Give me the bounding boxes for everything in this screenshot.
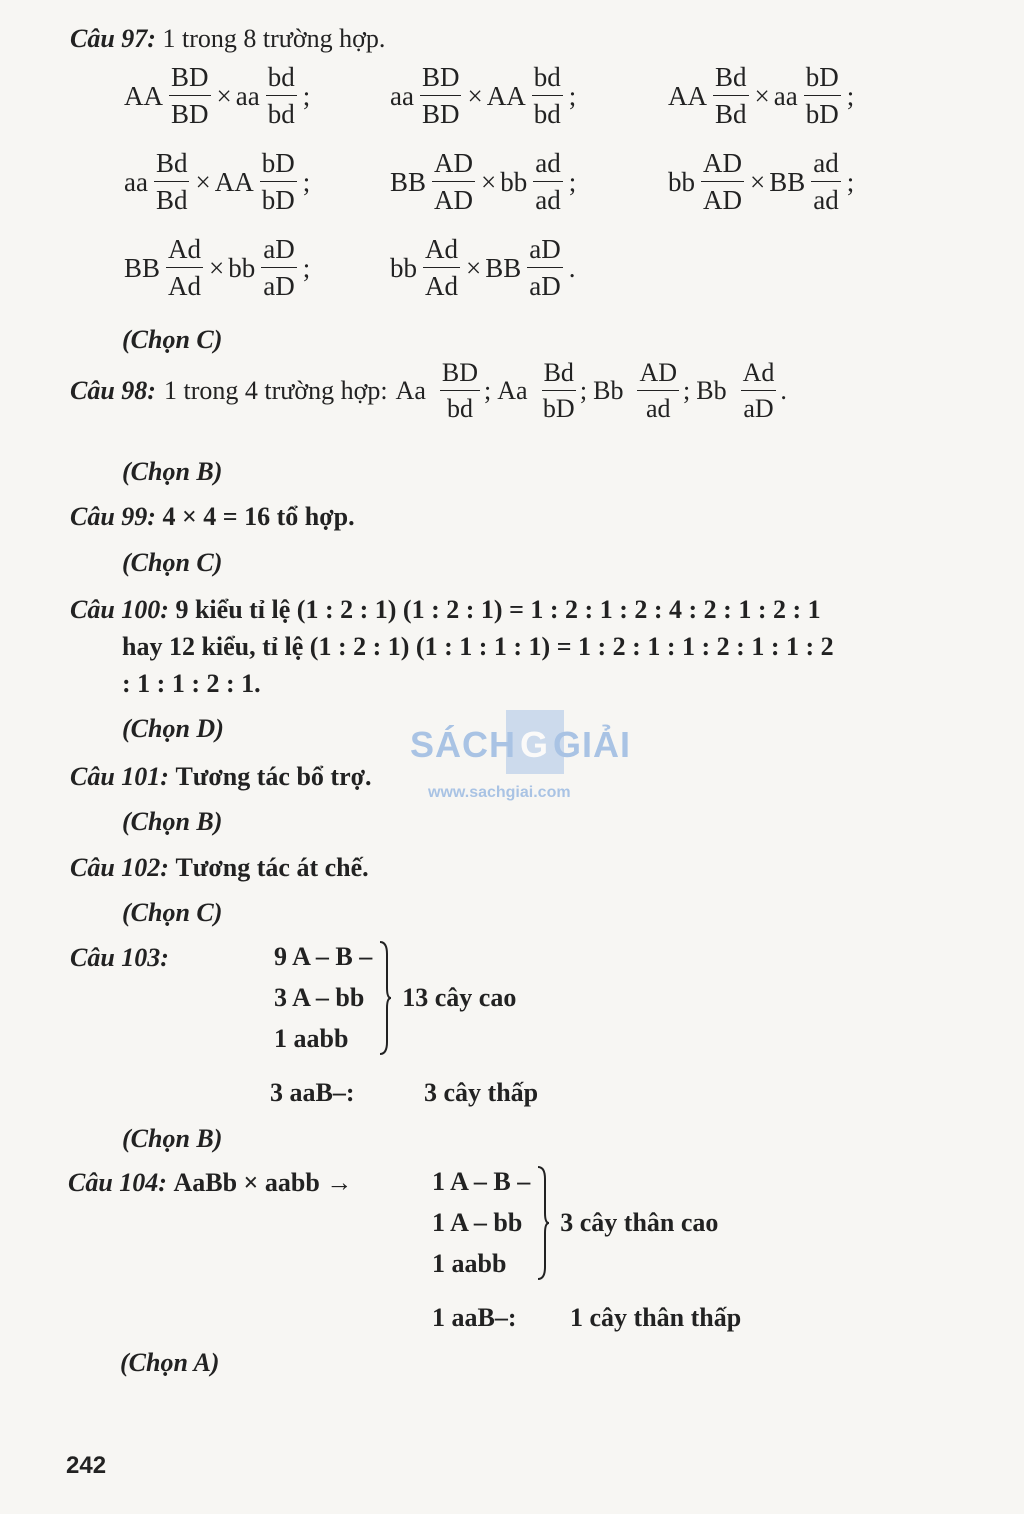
genotype-prefix: AA	[214, 166, 254, 197]
genotype-option	[497, 360, 587, 422]
genotype-fraction	[260, 150, 297, 214]
fraction-denominator: aD	[263, 271, 295, 301]
genotype-cross	[122, 64, 312, 128]
genotype-prefix: BB	[769, 166, 806, 197]
cross-symbol: ×	[466, 252, 482, 283]
fraction-numerator: Ad	[741, 360, 777, 391]
question-text: Tương tác bổ trợ.	[175, 762, 372, 791]
fraction-denominator: Bd	[715, 99, 747, 129]
fraction-numerator: Bd	[713, 64, 749, 96]
phenotype-extra: 1 cây thân thấp	[570, 1303, 742, 1332]
answer-choice: (Chọn C)	[122, 325, 223, 354]
genotype-cross	[388, 236, 578, 300]
fraction-denominator: BD	[171, 99, 209, 129]
fraction-denominator: bd	[533, 99, 561, 129]
genotype-option	[593, 360, 690, 422]
genotype-fraction	[804, 64, 841, 128]
answer-choice: (Chọn C)	[122, 548, 223, 577]
question-text: 4 × 4 = 16 tổ hợp.	[162, 502, 355, 531]
genotype-fraction	[423, 236, 460, 300]
question-label: Câu 104:	[68, 1168, 167, 1197]
genotype-fraction	[166, 236, 203, 300]
genotype-fraction	[532, 64, 563, 128]
genotype-prefix: AA	[668, 80, 707, 111]
question-text: 1 trong 8 trường hợp.	[162, 24, 386, 53]
fraction-denominator: Bd	[155, 185, 188, 215]
genotype-extra: 3 aaB–:	[270, 1078, 355, 1107]
answer-choice: (Chọn C)	[122, 898, 223, 927]
genotype-prefix: BB	[390, 166, 427, 197]
genotype-line: 1 A – B –	[432, 1167, 531, 1196]
separator: ;	[568, 80, 577, 111]
answer-choice: (Chọn B)	[122, 807, 223, 836]
question-label: Câu 102:	[70, 853, 169, 882]
cross-symbol: ×	[216, 80, 232, 111]
fraction-denominator: ad	[645, 394, 671, 423]
fraction-numerator: bD	[260, 150, 297, 182]
genotype-line: 1 A – bb	[432, 1208, 523, 1237]
genotype-fraction	[440, 360, 480, 422]
fraction-denominator: bD	[261, 185, 295, 215]
right-brace-icon	[378, 940, 392, 1056]
fraction-numerator: AD	[701, 150, 744, 182]
genotype-prefix: BB	[124, 252, 161, 283]
fraction-numerator: BD	[440, 360, 480, 391]
fraction-denominator: bD	[542, 394, 575, 423]
genotype-prefix: aa	[390, 80, 414, 111]
fraction-numerator: BD	[169, 64, 211, 96]
phenotype-extra: 3 cây thấp	[424, 1078, 539, 1107]
fraction-numerator: AD	[637, 360, 679, 391]
watermark-brand: SÁCH G GIẢI	[410, 724, 632, 765]
fraction-numerator: Ad	[166, 236, 203, 268]
genotype-prefix: Bb	[696, 376, 727, 405]
question-98	[70, 360, 793, 422]
genotype-fraction	[542, 360, 576, 422]
genotype-prefix: Aa	[497, 376, 528, 405]
cross-expression: AaBb × aabb →	[173, 1168, 353, 1197]
genotype-prefix: AA	[486, 80, 526, 111]
genotype-fraction	[713, 64, 749, 128]
genotype-fraction	[169, 64, 211, 128]
genotype-prefix: bb	[500, 166, 528, 197]
genotype-fraction	[261, 236, 296, 300]
fraction-numerator: bD	[804, 64, 841, 96]
watermark-logo	[410, 710, 632, 806]
question-text: 1 trong 4 trường hợp:	[163, 376, 388, 405]
question-100	[70, 595, 821, 625]
fraction-denominator: bd	[446, 394, 473, 423]
question-text-line2: hay 12 kiểu, tỉ lệ (1 : 2 : 1) (1 : 1 : 1 : 1) = 1 : 2 : 1 : 1 : 2 : 1 : 1 : 2	[122, 632, 834, 661]
fraction-denominator: Ad	[425, 271, 458, 301]
fraction-denominator: ad	[535, 185, 561, 215]
fraction-denominator: Ad	[168, 271, 202, 301]
fraction-denominator: AD	[703, 185, 742, 215]
question-text: Tương tác át chế.	[175, 853, 369, 882]
fraction-denominator: ad	[813, 185, 839, 215]
question-text-line3: : 1 : 1 : 2 : 1.	[122, 669, 261, 698]
question-label: Câu 101:	[70, 762, 169, 791]
separator: .	[568, 252, 576, 283]
genotype-prefix: bb	[228, 252, 256, 283]
genotype-group	[432, 1161, 718, 1284]
question-text-line1: 9 kiểu tỉ lệ (1 : 2 : 1) (1 : 2 : 1) = 1 : 2 : 1 : 2 : 4 : 2 : 1 : 2 : 1	[175, 595, 821, 624]
fraction-numerator: AD	[432, 150, 475, 182]
watermark-url: www.sachgiai.com	[428, 784, 571, 801]
question-label: Câu 99:	[70, 502, 156, 531]
separator: ;	[683, 376, 691, 405]
genotype-extra: 1 aaB–:	[432, 1303, 517, 1332]
genotype-cross	[122, 150, 312, 214]
page-number: 242	[66, 1452, 107, 1479]
genotype-group	[274, 936, 516, 1059]
question-101	[70, 762, 372, 792]
genotype-line: 9 A – B –	[274, 942, 373, 971]
cross-symbol: ×	[481, 166, 497, 197]
genotype-prefix: Aa	[395, 376, 426, 405]
genotype-fraction	[741, 360, 777, 422]
genotype-prefix: BB	[485, 252, 522, 283]
cross-symbol: ×	[750, 166, 766, 197]
separator: ;	[484, 376, 492, 405]
question-97	[70, 24, 385, 54]
answer-choice: (Chọn D)	[122, 714, 224, 743]
genotype-cross	[122, 236, 312, 300]
answer-choice: (Chọn B)	[122, 1124, 223, 1153]
fraction-denominator: aD	[529, 271, 561, 301]
fraction-numerator: bd	[266, 64, 297, 96]
genotype-fraction	[527, 236, 562, 300]
fraction-numerator: Bd	[154, 150, 190, 182]
fraction-numerator: aD	[527, 236, 562, 268]
right-brace-icon	[536, 1165, 550, 1281]
fraction-numerator: Ad	[423, 236, 460, 268]
group-result: 13 cây cao	[402, 982, 517, 1012]
genotype-prefix: aa	[773, 80, 798, 111]
fraction-numerator: Bd	[542, 360, 576, 391]
genotype-fraction	[811, 150, 840, 214]
genotype-line: 1 aabb	[274, 1024, 349, 1053]
genotype-fraction	[154, 150, 190, 214]
fraction-denominator: bd	[267, 99, 295, 129]
fraction-numerator: ad	[811, 150, 840, 182]
question-102	[70, 853, 369, 883]
answer-choice: (Chọn A)	[120, 1348, 220, 1377]
genotype-option	[696, 360, 787, 422]
genotype-line: 3 A – bb	[274, 983, 365, 1012]
fraction-denominator: aD	[743, 394, 774, 423]
fraction-numerator: BD	[420, 64, 462, 96]
separator: ;	[846, 80, 855, 111]
separator: ;	[568, 166, 577, 197]
separator: ;	[302, 166, 311, 197]
genotype-fraction	[533, 150, 562, 214]
genotype-list	[432, 1161, 530, 1284]
fraction-denominator: AD	[434, 185, 474, 215]
separator: ;	[302, 252, 311, 283]
genotype-prefix: aa	[235, 80, 260, 111]
cross-symbol: ×	[754, 80, 770, 111]
question-label: Câu 103:	[70, 943, 169, 972]
question-label: Câu 97:	[70, 24, 156, 53]
separator: .	[780, 376, 787, 405]
genotype-fraction	[266, 64, 297, 128]
cross-symbol: ×	[209, 252, 225, 283]
answer-choice: (Chọn B)	[122, 457, 223, 486]
question-104	[68, 1168, 352, 1198]
genotype-option	[396, 360, 492, 422]
q98-formulas	[396, 360, 793, 422]
fraction-numerator: aD	[261, 236, 296, 268]
genotype-line: 1 aabb	[432, 1249, 507, 1278]
genotype-cross	[666, 150, 856, 214]
genotype-prefix: aa	[124, 166, 148, 197]
separator: ;	[846, 166, 855, 197]
genotype-fraction	[637, 360, 679, 422]
genotype-prefix: AA	[124, 80, 163, 111]
genotype-list	[274, 936, 372, 1059]
question-label: Câu 100:	[70, 595, 169, 624]
cross-symbol: ×	[195, 166, 211, 197]
question-99	[70, 502, 355, 532]
group-result: 3 cây thân cao	[560, 1207, 719, 1237]
fraction-denominator: bD	[805, 99, 839, 129]
question-label: Câu 98:	[70, 376, 156, 405]
genotype-cross	[388, 64, 578, 128]
genotype-prefix: bb	[390, 252, 417, 283]
genotype-prefix: Bb	[593, 376, 624, 405]
separator: ;	[579, 376, 588, 405]
fraction-numerator: bd	[532, 64, 563, 96]
genotype-prefix: bb	[668, 166, 695, 197]
genotype-cross	[666, 64, 856, 128]
genotype-fraction	[432, 150, 475, 214]
genotype-fraction	[701, 150, 744, 214]
genotype-cross	[388, 150, 578, 214]
genotype-fraction	[420, 64, 462, 128]
fraction-numerator: ad	[533, 150, 562, 182]
fraction-denominator: BD	[421, 99, 460, 129]
cross-symbol: ×	[467, 80, 483, 111]
separator: ;	[302, 80, 311, 111]
